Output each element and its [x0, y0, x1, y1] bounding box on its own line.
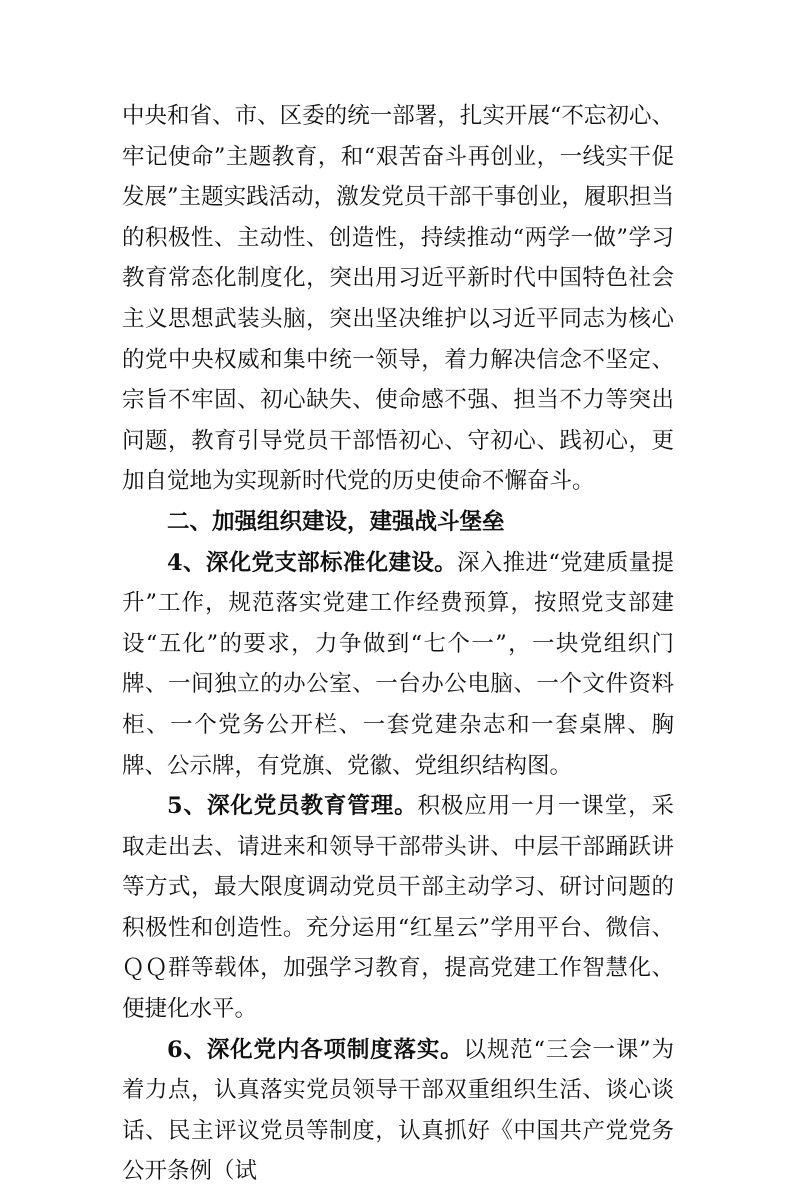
continuation-paragraph-text: 中央和省、市、区委的统一部署，扎实开展“不忘初心、牢记使命”主题教育，和“艰苦奋斗再创业，一线实干促发展”主题实践活动，激发党员干部干事创业，履职担当的积极性、主动性、创造性，持续推动“两学一做”学习教育常态化制度化，突出用习近平新时代中国特色社会主义思想武装头脑，突出坚决维护以习近平同志为核心的党中央权威和集中统一领导，着力解决信念不坚定、宗旨不牢固、初心缺失、使命感不强、担当不力等突出问题，教育引导党员干部悟初心、守初心、践初心，更加自觉地为实现新时代党的历史使命不懈奋斗。 [122, 103, 674, 495]
item-title-4: 4、深化党支部标准化建设。 [167, 549, 457, 576]
item-paragraph-5 [122, 786, 674, 1030]
item-title-5: 5、深化党员教育管理。 [167, 793, 418, 820]
item-body-4: 深入推进“党建质量提升”工作，规范落实党建工作经费预算，按照党支部建设“五化”的要求，力争做到“七个一”，一块党组织门牌、一间独立的办公室、一台办公电脑、一个文件资料柜、一个党务公开栏、一套党建杂志和一套桌牌、胸牌、公示牌，有党旗、党徽、党组织结构图。 [122, 549, 675, 779]
section-heading [122, 502, 674, 543]
continuation-paragraph [122, 96, 674, 502]
item-body-5: 积极应用一月一课堂，采取走出去、请进来和领导干部带头讲、中层干部踊跃讲等方式，最大限度调动党员干部主动学习、研讨问题的积极性和创造性。充分运用“红星云”学用平台、微信、ＱＱ群等载体，加强学习教育，提高党建工作智慧化、便捷化水平。 [122, 793, 674, 1023]
item-paragraph-4 [122, 543, 674, 787]
item-paragraph-6 [122, 1030, 674, 1192]
section-heading-text: 二、加强组织建设，建强战斗堡垒 [167, 508, 505, 535]
document-body [122, 96, 674, 1192]
item-title-6: 6、深化党内各项制度落实。 [167, 1036, 464, 1063]
item-body-6: 以规范“三会一课”为着力点，认真落实党员领导干部双重组织生活、谈心谈话、民主评议党员等制度，认真抓好《中国共产党党务公开条例（试 [122, 1036, 675, 1185]
